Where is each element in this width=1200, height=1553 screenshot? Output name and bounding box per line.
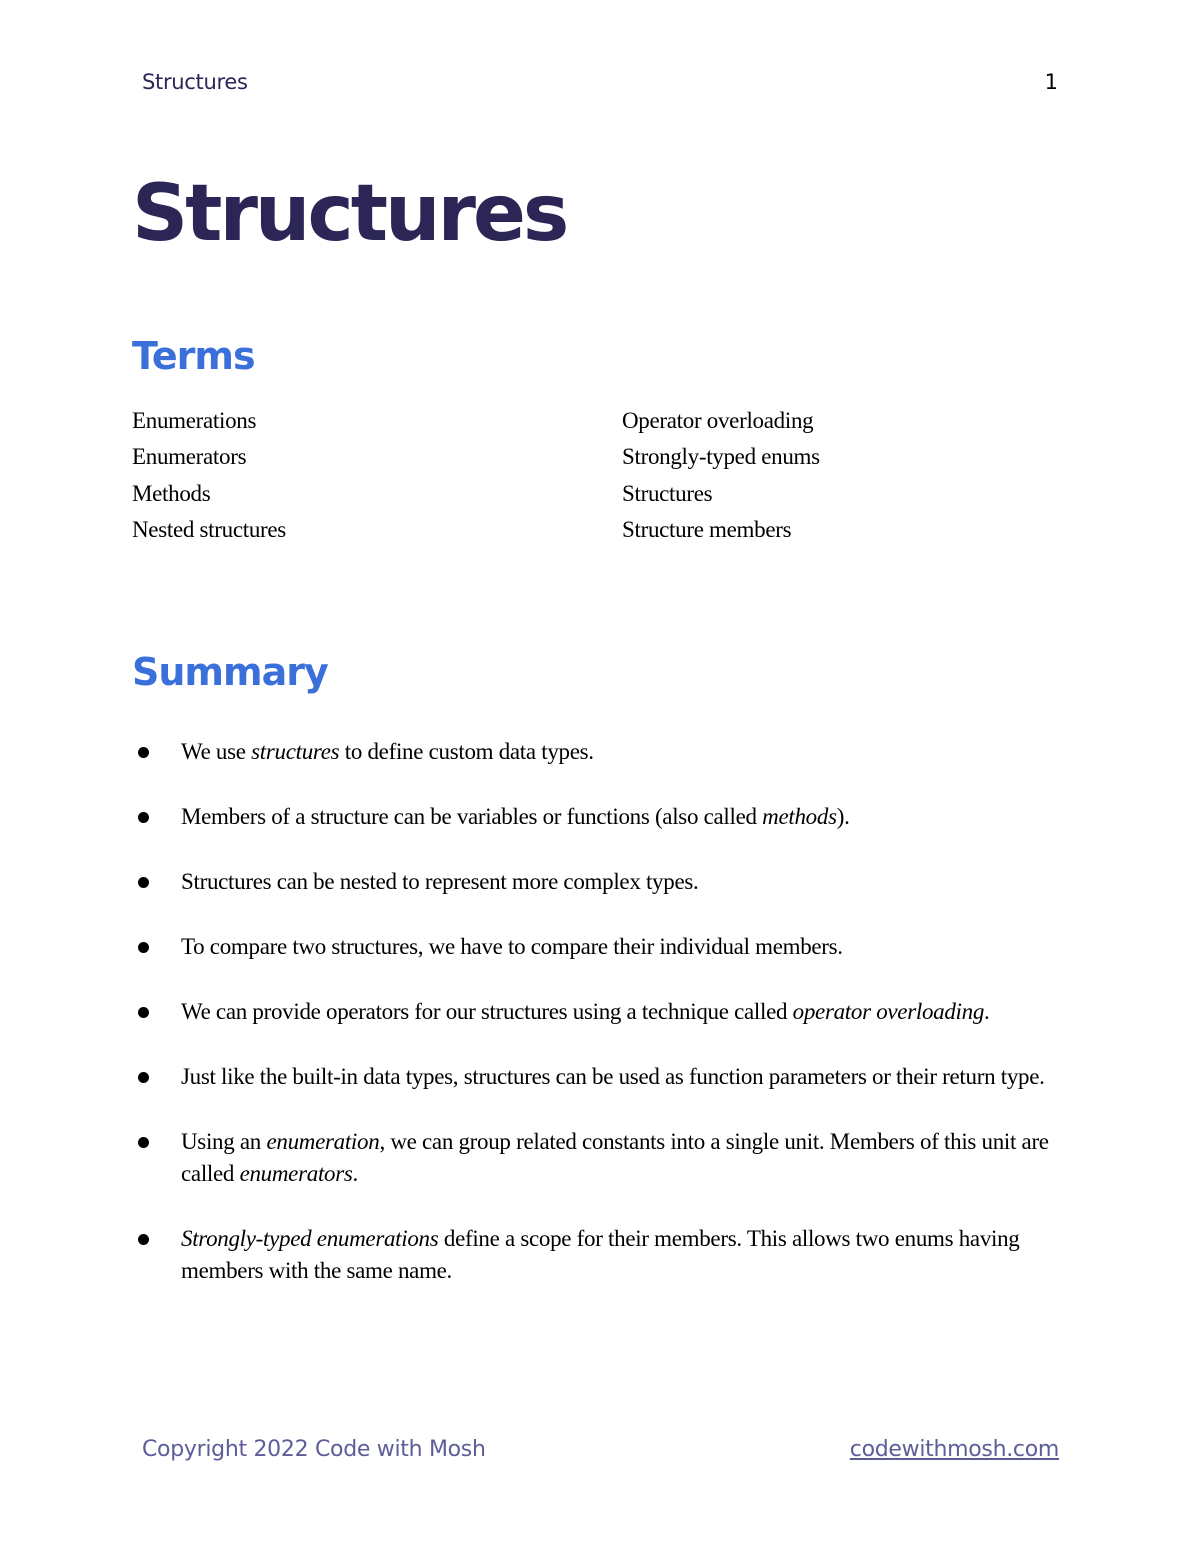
term-item: Enumerators [132,444,247,470]
summary-heading: Summary [132,650,328,694]
summary-item [132,1223,1107,1287]
summary-item-text: ). [836,804,850,829]
summary-item-emphasis: enumeration [266,1129,380,1154]
terms-heading: Terms [132,334,255,378]
summary-item [132,996,1107,1028]
term-item: Operator overloading [622,408,814,433]
summary-item-text: define a scope for their members. This allows two enums having members with the same name. [181,1226,1020,1283]
summary-item-text: Structures can be nested to represent more complex types. [181,869,699,894]
term-item: Nested structures [132,516,286,542]
summary-item [132,931,1107,963]
page-number: 1 [1044,70,1058,94]
summary-item-text: , we can group related constants into a single unit. Members of this unit are called [181,1129,1049,1186]
summary-item-text: Just like the built-in data types, structures can be used as function parameters or their return type. [181,1064,1045,1089]
summary-item-text: We can provide operators for our structures using a technique called [181,999,793,1024]
summary-list [132,736,1107,1287]
bullet-icon [138,1137,149,1148]
summary-item-text: to define custom data types. [339,739,594,764]
footer-copyright: Copyright 2022 Code with Mosh [142,1437,486,1462]
running-header-title: Structures [142,70,248,94]
summary-item-emphasis: structures [251,739,340,764]
summary-item-text: . [352,1161,358,1186]
bullet-icon [138,942,149,953]
summary-item [132,1061,1107,1093]
bullet-icon [138,877,149,888]
summary-item-emphasis: operator overloading [792,999,985,1024]
term-item: Structure members [622,516,792,542]
term-item: Strongly-typed enums [622,444,820,470]
footer-website-link[interactable]: codewithmosh.com [849,1437,1059,1462]
bullet-icon [138,747,149,758]
summary-item-emphasis: Strongly-typed enumerations [181,1226,439,1251]
summary-item-emphasis: enumerators [239,1161,353,1186]
summary-item-text: Members of a structure can be variables or functions (also called [181,804,763,829]
bullet-icon [138,1072,149,1083]
bullet-icon [138,812,149,823]
term-item: Enumerations [132,408,257,433]
summary-item [132,866,1107,898]
bullet-icon [138,1007,149,1018]
page-title: Structures [132,169,567,259]
term-item: Methods [132,480,211,506]
summary-item [132,736,1107,768]
terms-column-right [622,403,820,548]
summary-item-text: . [984,999,990,1024]
summary-item-emphasis: methods [762,804,837,829]
terms-column-left [132,403,286,548]
summary-item [132,801,1107,833]
bullet-icon [138,1234,149,1245]
summary-item-text: To compare two structures, we have to compare their individual members. [181,934,843,959]
summary-item-text: We use [181,739,252,764]
summary-item-text: Using an [181,1129,267,1154]
term-item: Structures [622,480,713,506]
summary-item [132,1126,1107,1190]
